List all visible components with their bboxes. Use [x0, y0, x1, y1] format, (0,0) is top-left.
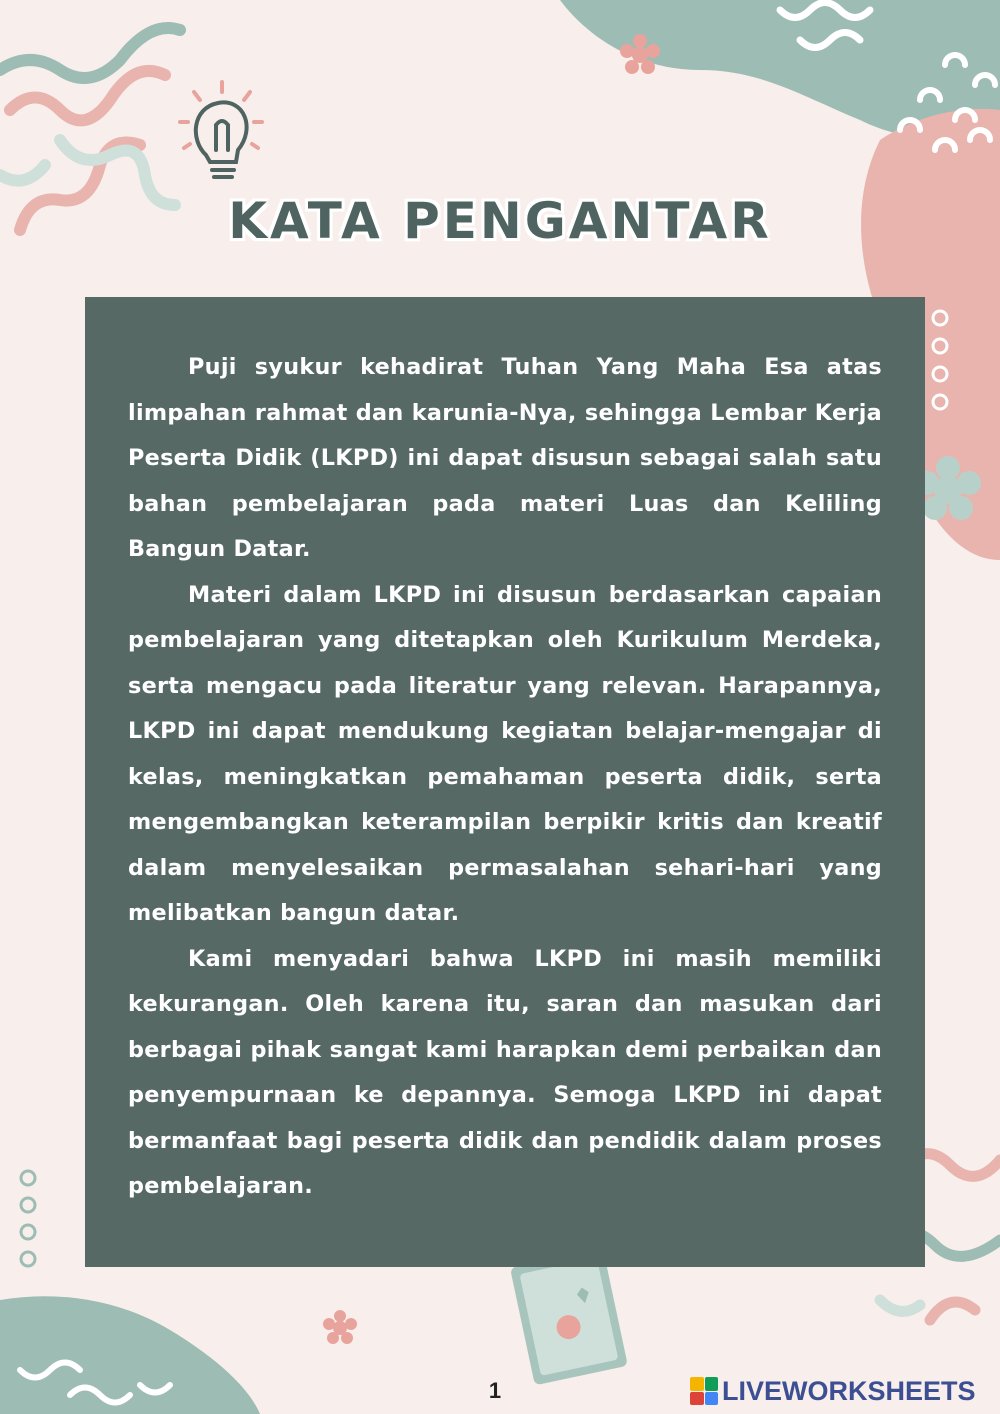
body-text	[128, 345, 882, 1210]
page-number: 1	[488, 1378, 502, 1403]
page-title: KATA PENGANTAR	[228, 192, 772, 250]
paragraph-3: Kami menyadari bahwa LKPD ini masih memiliki kekurangan. Oleh karena itu, saran dan masukan dari berbagai pihak sangat kami harapkan demi perbaikan dan penyempurnaan ke depannya. Semoga LKPD ini dapat bermanfaat bagi peserta didik dan pendidik dalam proses pembelajaran.	[128, 945, 882, 1199]
watermark-text: LIVEWORKSHEETS	[722, 1375, 976, 1406]
liveworksheets-logo-icon	[690, 1377, 718, 1405]
notebook-illustration	[510, 1248, 628, 1385]
flower-icon	[323, 1310, 357, 1344]
watermark	[690, 1375, 976, 1407]
light-bulb-icon	[196, 102, 247, 177]
paragraph-2: Materi dalam LKPD ini disusun berdasarkan capaian pembelajaran yang ditetapkan oleh Kurikulum Merdeka, serta mengacu pada literatur yang relevan. Harapannya, LKPD ini dapat mendukung kegiatan belajar-mengajar di kelas, meningkatkan pemahaman peserta didik, serta mengembangkan keterampilan berpikir kritis dan kreatif dalam menyelesaikan permasalahan sehari-hari yang melibatkan bangun datar.	[128, 581, 882, 926]
paragraph-1: Puji syukur kehadirat Tuhan Yang Maha Esa atas limpahan rahmat dan karunia-Nya, sehingga Lembar Kerja Peserta Didik (LKPD) ini dapat disusun sebagai salah satu bahan pembelajaran pada materi Luas dan Keliling Bangun Datar.	[128, 354, 882, 562]
